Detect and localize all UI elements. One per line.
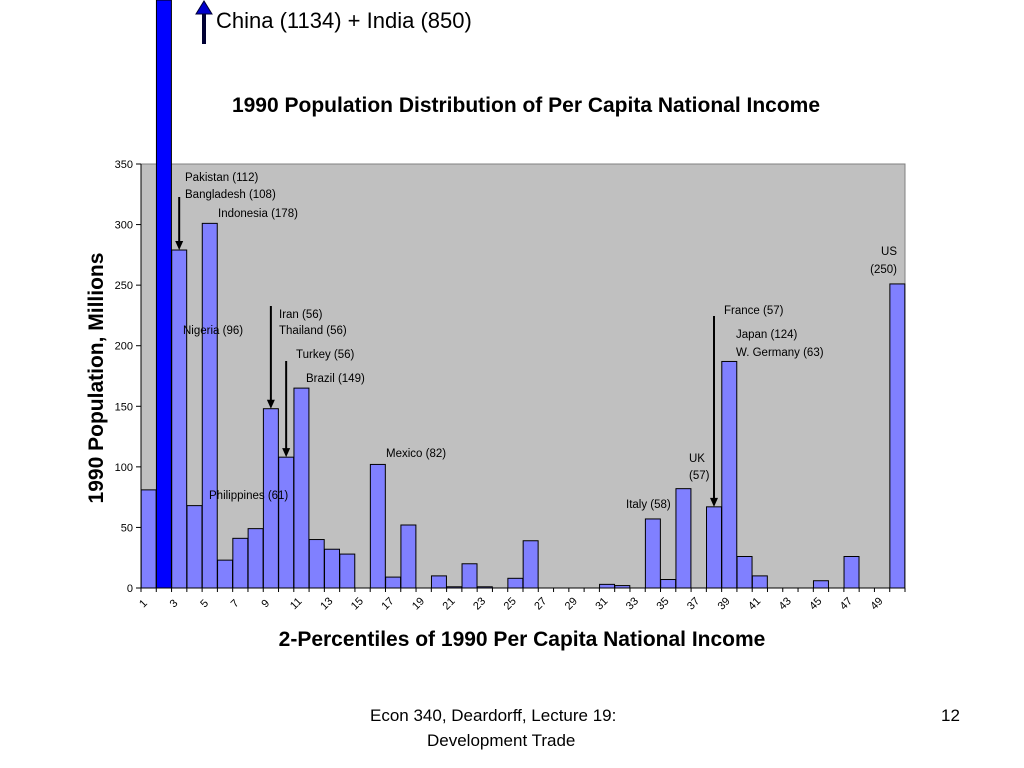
- annotation-brazil-149: Brazil (149): [306, 373, 365, 385]
- bar-4: [187, 506, 202, 588]
- x-tick-label: 11: [288, 595, 305, 613]
- bar-20: [431, 576, 446, 588]
- bar-25: [508, 578, 523, 588]
- x-tick-label: 7: [228, 597, 242, 611]
- annotation-w-germany-63: W. Germany (63): [736, 347, 824, 359]
- annotation-indonesia-178: Indonesia (178): [218, 208, 298, 220]
- bar-11: [294, 388, 309, 588]
- bar-26: [523, 541, 538, 588]
- x-tick-label: 45: [807, 595, 825, 613]
- china-india-arrow-head: [196, 1, 212, 14]
- annotation-japan-124: Japan (124): [736, 329, 798, 341]
- bar-35: [661, 580, 676, 588]
- y-tick-label: 150: [114, 401, 133, 414]
- bar-5: [202, 223, 217, 588]
- y-tick-label: 100: [114, 461, 133, 474]
- annotation-mexico-82: Mexico (82): [386, 448, 447, 460]
- annotation-57: (57): [689, 470, 710, 482]
- annotation-iran-56: Iran (56): [279, 309, 323, 321]
- y-tick-label: 50: [120, 522, 133, 535]
- x-tick-label: 15: [348, 595, 367, 613]
- y-tick-label: 250: [114, 280, 133, 293]
- x-tick-label: 9: [259, 597, 273, 611]
- x-tick-label: 21: [440, 595, 458, 613]
- bar-3: [172, 250, 187, 588]
- x-tick-label: 33: [623, 595, 642, 613]
- bar-45: [813, 581, 828, 588]
- annotation-turkey-56: Turkey (56): [296, 349, 355, 361]
- x-axis-title: 2-Percentiles of 1990 Per Capita National Income: [278, 628, 766, 651]
- bar-16: [370, 464, 385, 588]
- bar-14: [340, 554, 355, 588]
- bar-8: [248, 529, 263, 588]
- annotation-nigeria-96: Nigeria (96): [183, 325, 244, 337]
- bar-china-india: [156, 0, 171, 588]
- x-tick-label: 47: [837, 595, 855, 613]
- x-tick-label: 31: [593, 595, 611, 613]
- x-tick-label: 23: [471, 595, 489, 613]
- bar-13: [325, 549, 340, 588]
- x-tick-label: 41: [746, 595, 764, 613]
- y-tick-label: 0: [126, 583, 133, 595]
- bar-17: [386, 577, 401, 588]
- x-tick-label: 1: [137, 597, 150, 611]
- bar-50: [890, 284, 905, 588]
- annotation-pakistan-112: Pakistan (112): [185, 172, 259, 184]
- annotation-uk: UK: [689, 453, 705, 465]
- annotation-250: (250): [870, 264, 897, 276]
- bar-12: [309, 540, 324, 588]
- x-tick-label: 3: [167, 597, 181, 611]
- chart-title: 1990 Population Distribution of Per Capita National Income: [231, 94, 821, 117]
- x-tick-label: 17: [379, 595, 397, 613]
- x-tick-label: 29: [562, 595, 580, 613]
- bar-10: [279, 457, 294, 588]
- x-tick-label: 43: [776, 595, 794, 613]
- x-axis: [137, 588, 905, 612]
- bar-40: [737, 557, 752, 588]
- bar-36: [676, 489, 691, 588]
- bar-39: [722, 361, 737, 588]
- x-tick-label: 25: [501, 595, 519, 613]
- annotation-us: US: [881, 246, 897, 258]
- bar-6: [218, 560, 233, 588]
- x-tick-label: 13: [318, 595, 336, 613]
- bar-18: [401, 525, 416, 588]
- bar-34: [645, 519, 660, 588]
- annotation-bangladesh-108: Bangladesh (108): [185, 189, 276, 201]
- x-tick-label: 27: [532, 595, 550, 613]
- annotation-philippines-61: Philippines (61): [209, 490, 289, 502]
- bar-38: [707, 507, 722, 588]
- footer-citation-line1: Econ 340, Deardorff, Lecture 19:: [370, 706, 617, 725]
- x-tick-label: 19: [409, 595, 428, 613]
- bar-22: [462, 564, 477, 588]
- footer-citation-line2: Development Trade: [427, 731, 576, 750]
- x-tick-label: 35: [654, 595, 672, 613]
- annotation-thailand-56: Thailand (56): [279, 325, 347, 337]
- x-tick-label: 5: [198, 597, 212, 611]
- x-tick-label: 49: [868, 595, 886, 613]
- china-india-label: China (1134) + India (850): [216, 8, 472, 33]
- y-axis: [115, 159, 141, 595]
- bar-7: [233, 538, 248, 588]
- y-tick-label: 200: [114, 340, 133, 353]
- bar-41: [752, 576, 767, 588]
- x-tick-label: 37: [685, 595, 703, 613]
- y-axis-title: 1990 Population, Millions: [85, 252, 108, 504]
- bar-1: [141, 490, 156, 588]
- page-number: 12: [941, 706, 960, 725]
- y-tick-label: 300: [114, 219, 133, 232]
- y-tick-label: 350: [114, 159, 133, 171]
- annotation-france-57: France (57): [724, 305, 784, 317]
- annotation-italy-58: Italy (58): [626, 499, 671, 511]
- plot-area: [141, 164, 905, 588]
- bar-47: [844, 557, 859, 588]
- bar-31: [600, 584, 615, 588]
- x-tick-label: 39: [715, 595, 733, 613]
